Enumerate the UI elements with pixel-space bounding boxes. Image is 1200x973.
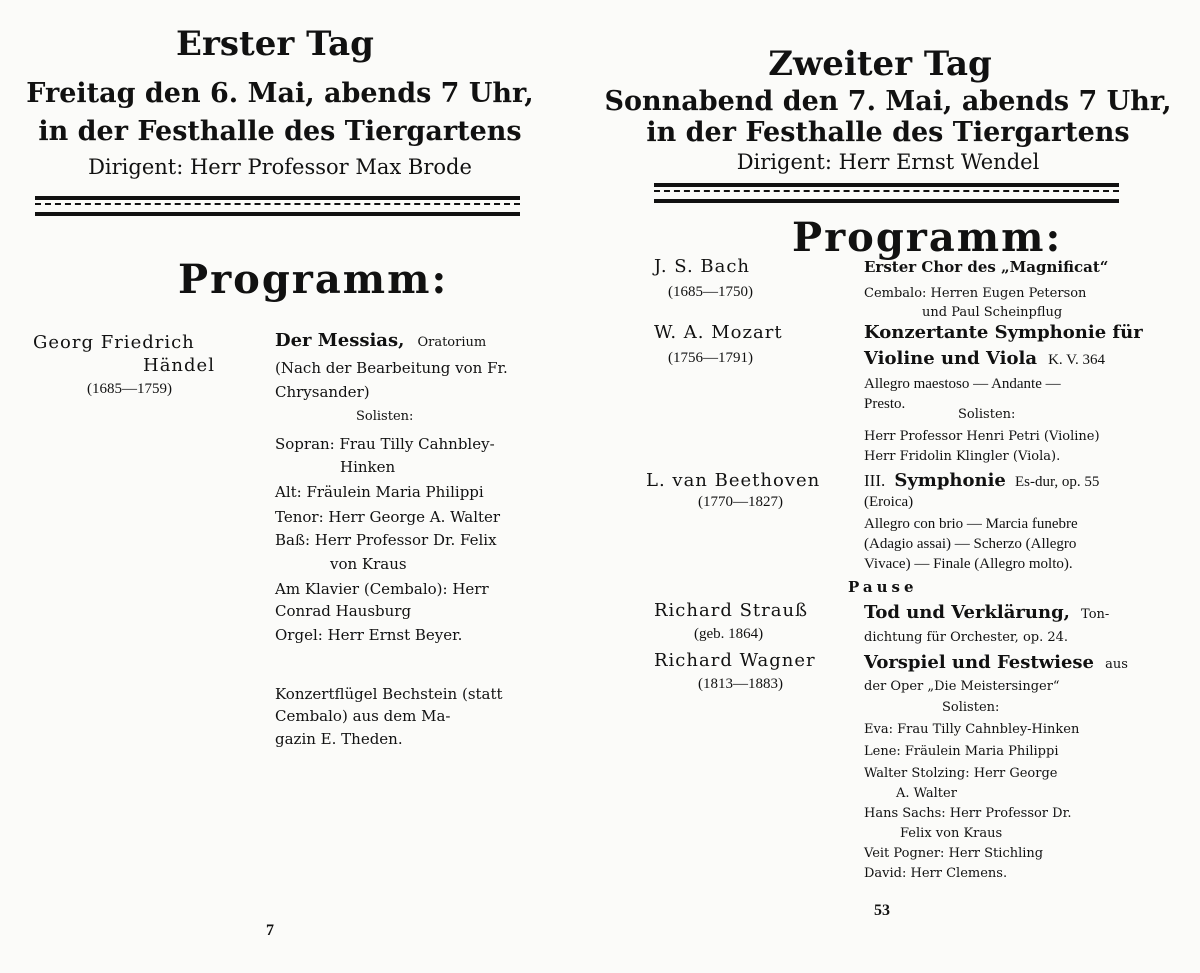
- composer-dates: (1685—1759): [87, 381, 172, 397]
- work-catalog: K. V. 364: [1048, 352, 1106, 368]
- composer-dates: (geb. 1864): [694, 626, 764, 642]
- work-title-line: [864, 652, 1128, 675]
- soloists-heading: Solisten:: [958, 407, 1016, 422]
- soloist-line: Am Klavier (Cembalo): Herr: [275, 580, 489, 598]
- page-number: 53: [874, 902, 890, 919]
- soloist-line: Conrad Hausburg: [275, 602, 412, 620]
- soloist-line: von Kraus: [330, 555, 407, 573]
- composer-name: Richard Strauß: [654, 600, 809, 621]
- decorative-rule: [35, 196, 520, 216]
- day-title: Erster Tag: [176, 24, 374, 64]
- movements: Vivace) — Finale (Allegro molto).: [864, 556, 1073, 572]
- intermission: Pause: [848, 578, 918, 596]
- soloist-line: A. Walter: [896, 786, 957, 801]
- soloist-line: Baß: Herr Professor Dr. Felix: [275, 531, 497, 549]
- work-key: Es-dur, op. 55: [1014, 474, 1100, 490]
- composer-dates: (1756—1791): [668, 350, 753, 366]
- composer-dates: (1813—1883): [698, 676, 783, 692]
- movements: Presto.: [864, 396, 906, 412]
- composer-name: L. van Beethoven: [646, 470, 821, 491]
- soloist-line: Orgel: Herr Ernst Beyer.: [275, 626, 463, 644]
- work-title: Der Messias,: [275, 330, 405, 351]
- soloist-line: Tenor: Herr George A. Walter: [275, 508, 501, 526]
- composer-name: J. S. Bach: [654, 256, 751, 277]
- composer-last-name: Händel: [143, 355, 215, 376]
- movements: Allegro maestoso — Andante —: [864, 376, 1061, 392]
- soloists-heading: Solisten:: [356, 409, 414, 424]
- soloist-line: David: Herr Clemens.: [864, 866, 1008, 881]
- work-title-line: [864, 470, 1099, 491]
- soloist-line: Eva: Frau Tilly Cahnbley-Hinken: [864, 722, 1080, 737]
- soloist-line: Hinken: [340, 458, 396, 476]
- work-note: (Nach der Bearbeitung von Fr.: [275, 359, 508, 377]
- work-title: Konzertante Symphonie für: [864, 322, 1143, 343]
- work-title: Erster Chor des „Magnificat“: [864, 258, 1109, 276]
- instrument-note: Konzertflügel Bechstein (statt: [275, 685, 503, 703]
- work-number: III.: [864, 471, 886, 490]
- work-note: Chrysander): [275, 383, 370, 401]
- work-detail: und Paul Scheinpflug: [922, 305, 1063, 320]
- composer-dates: (1770—1827): [698, 494, 783, 510]
- work-title-line: [275, 330, 486, 353]
- soloist-line: Herr Fridolin Klingler (Viola).: [864, 449, 1061, 464]
- soloist-line: Alt: Fräulein Maria Philippi: [275, 483, 484, 501]
- composer-name: W. A. Mozart: [654, 322, 783, 343]
- program-heading: Programm:: [178, 256, 449, 303]
- soloists-heading: Solisten:: [942, 700, 1000, 715]
- instrument-note: Cembalo) aus dem Ma-: [275, 707, 451, 725]
- work-title: Symphonie: [894, 470, 1006, 491]
- soloist-line: Sopran: Frau Tilly Cahnbley-: [275, 435, 495, 453]
- date-line: Sonnabend den 7. Mai, abends 7 Uhr,: [604, 86, 1172, 117]
- work-detail: Ton-: [1081, 607, 1110, 622]
- composer-first-name: Georg Friedrich: [33, 332, 195, 353]
- right-page: [600, 0, 1200, 973]
- soloist-line: Walter Stolzing: Herr George: [864, 766, 1058, 781]
- composer-name: Richard Wagner: [654, 650, 816, 671]
- work-detail: der Oper „Die Meistersinger“: [864, 679, 1060, 694]
- work-title-line: [864, 348, 1105, 369]
- venue-line: in der Festhalle des Tiergartens: [646, 117, 1130, 148]
- movements: Allegro con brio — Marcia funebre: [864, 516, 1078, 532]
- composer-dates: (1685—1750): [668, 284, 753, 300]
- work-title-line: [864, 602, 1109, 625]
- conductor-line: Dirigent: Herr Ernst Wendel: [736, 150, 1040, 174]
- soloist-line: Veit Pogner: Herr Stichling: [864, 846, 1044, 861]
- venue-line: in der Festhalle des Tiergartens: [38, 116, 522, 147]
- work-title: Vorspiel und Festwiese: [864, 652, 1095, 673]
- work-detail: dichtung für Orchester, op. 24.: [864, 630, 1069, 645]
- soloist-line: Felix von Kraus: [900, 826, 1003, 841]
- work-detail: Cembalo: Herren Eugen Peterson: [864, 286, 1087, 301]
- day-title: Zweiter Tag: [768, 44, 992, 84]
- work-title: Violine und Viola: [864, 348, 1037, 369]
- work-subtitle: (Eroica): [864, 494, 914, 510]
- soloist-line: Lene: Fräulein Maria Philippi: [864, 744, 1059, 759]
- date-line: Freitag den 6. Mai, abends 7 Uhr,: [26, 78, 534, 109]
- work-genre: Oratorium: [417, 335, 487, 350]
- conductor-line: Dirigent: Herr Professor Max Brode: [88, 155, 472, 179]
- decorative-rule: [654, 183, 1119, 203]
- movements: (Adagio assai) — Scherzo (Allegro: [864, 536, 1077, 552]
- soloist-line: Herr Professor Henri Petri (Violine): [864, 429, 1100, 444]
- work-detail: aus: [1105, 657, 1128, 672]
- work-title: Tod und Verklärung,: [864, 602, 1070, 623]
- page-number: 7: [266, 922, 274, 939]
- program-heading: Programm:: [792, 214, 1063, 261]
- soloist-line: Hans Sachs: Herr Professor Dr.: [864, 806, 1072, 821]
- instrument-note: gazin E. Theden.: [275, 730, 403, 748]
